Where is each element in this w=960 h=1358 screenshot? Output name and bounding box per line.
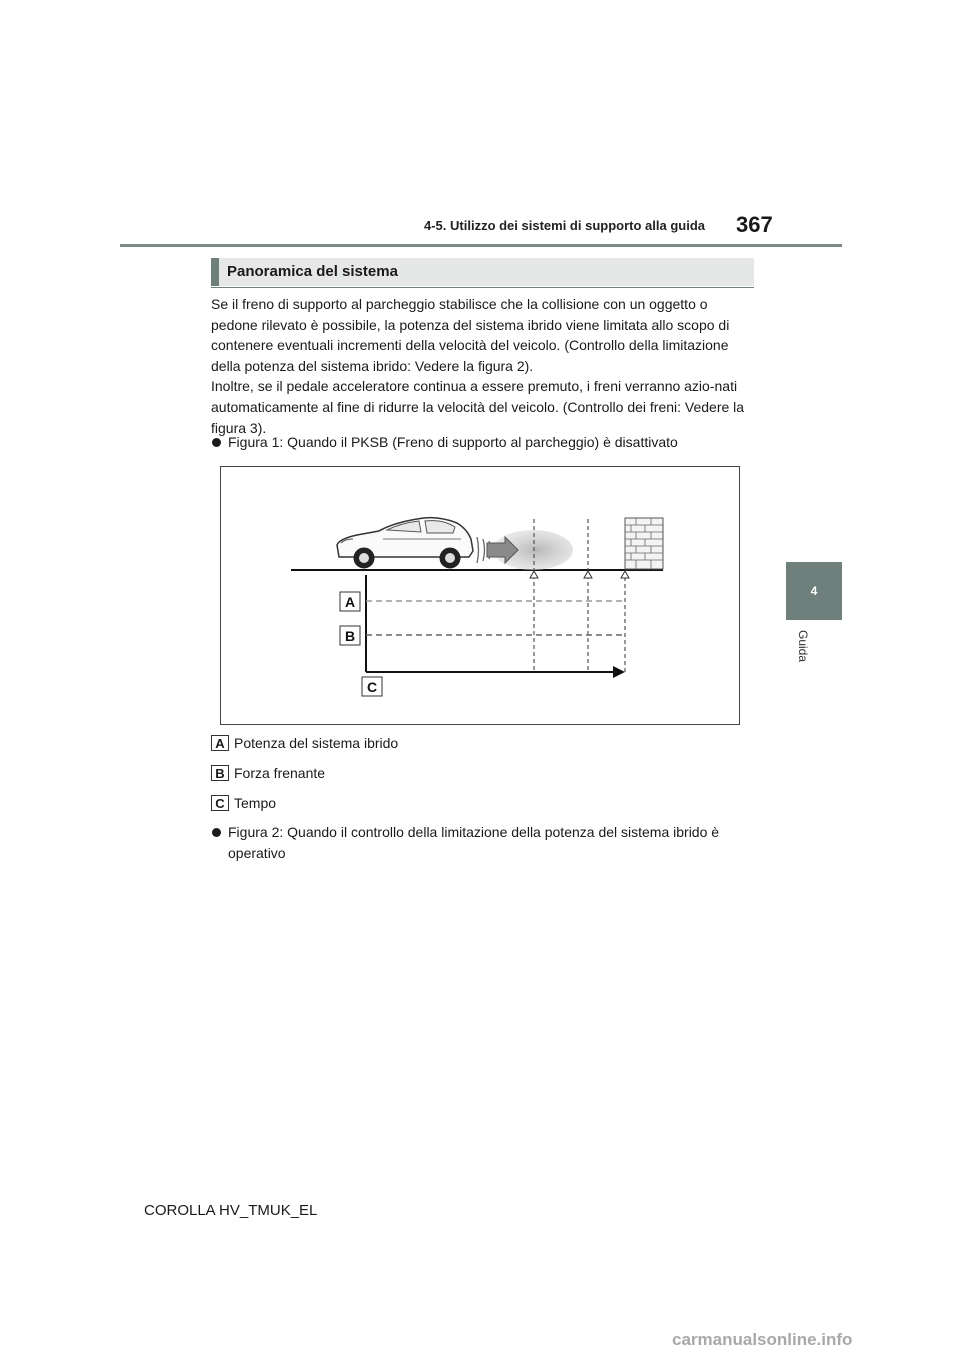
bullet-figure-1-text: Figura 1: Quando il PKSB (Freno di supporto al parcheggio) è disattivato [228, 434, 678, 450]
paragraph-1: Se il freno di supporto al parcheggio stabilisce che la collisione con un oggetto o pedone rilevato è possibile, la potenza del sistema ibrido viene limitata allo scopo di contenere eventuali incrementi della velocità del veicolo. (Controllo della limitazione della potenza del sistema ibrido: Vedere la figura 2). [211, 296, 730, 374]
bullet-figure-2 [212, 822, 752, 863]
bullet-dot-icon [212, 438, 221, 447]
section-heading-rule [211, 287, 754, 288]
paragraph-2: Inoltre, se il pedale acceleratore continua a essere premuto, i freni verranno azio-nati automaticamente al fine di ridurre la velocità del veicolo. (Controllo dei freni: Vedere la figura 3). [211, 378, 745, 436]
page-number: 367 [736, 212, 773, 237]
bullet-figure-1 [212, 432, 752, 453]
figure-label-c [362, 677, 382, 696]
legend-key-box: A [211, 735, 229, 751]
car-icon [337, 518, 473, 568]
footer-model-code: COROLLA HV_TMUK_EL [144, 1202, 318, 1219]
legend-item-c [211, 795, 276, 811]
figure-label-a [340, 592, 360, 611]
body-text [211, 294, 747, 438]
bullet-dot-icon [212, 828, 221, 837]
svg-text:C: C [366, 679, 378, 695]
running-header-section: 4-5. Utilizzo dei sistemi di supporto alla guida [424, 218, 705, 233]
section-heading [211, 258, 754, 286]
header-divider [120, 244, 842, 247]
wall-icon [625, 518, 663, 569]
bullet-figure-2-text: Figura 2: Quando il controllo della limitazione della potenza del sistema ibrido è operativo [228, 824, 720, 861]
legend-key-box: B [211, 765, 229, 781]
figure-label-b [340, 626, 360, 645]
chapter-tab [786, 562, 842, 620]
figure-1-frame [220, 466, 740, 725]
watermark: carmanualsonline.info [672, 1330, 853, 1349]
chapter-number: 4 [810, 584, 818, 598]
svg-text:B: B [344, 628, 356, 644]
graph-time-axis [366, 666, 625, 678]
svg-text:A: A [344, 594, 356, 610]
legend-item-a [211, 735, 398, 751]
legend-key-box: C [211, 795, 229, 811]
section-heading-text: Panoramica del sistema [227, 263, 398, 280]
legend-text: Tempo [234, 795, 277, 811]
figure-1-diagram [221, 467, 739, 724]
legend-item-b [211, 765, 325, 781]
chapter-label: Guida [796, 630, 810, 663]
event-marker-triangles [530, 571, 629, 578]
legend-text: Forza frenante [234, 765, 326, 781]
legend-text: Potenza del sistema ibrido [234, 735, 399, 751]
